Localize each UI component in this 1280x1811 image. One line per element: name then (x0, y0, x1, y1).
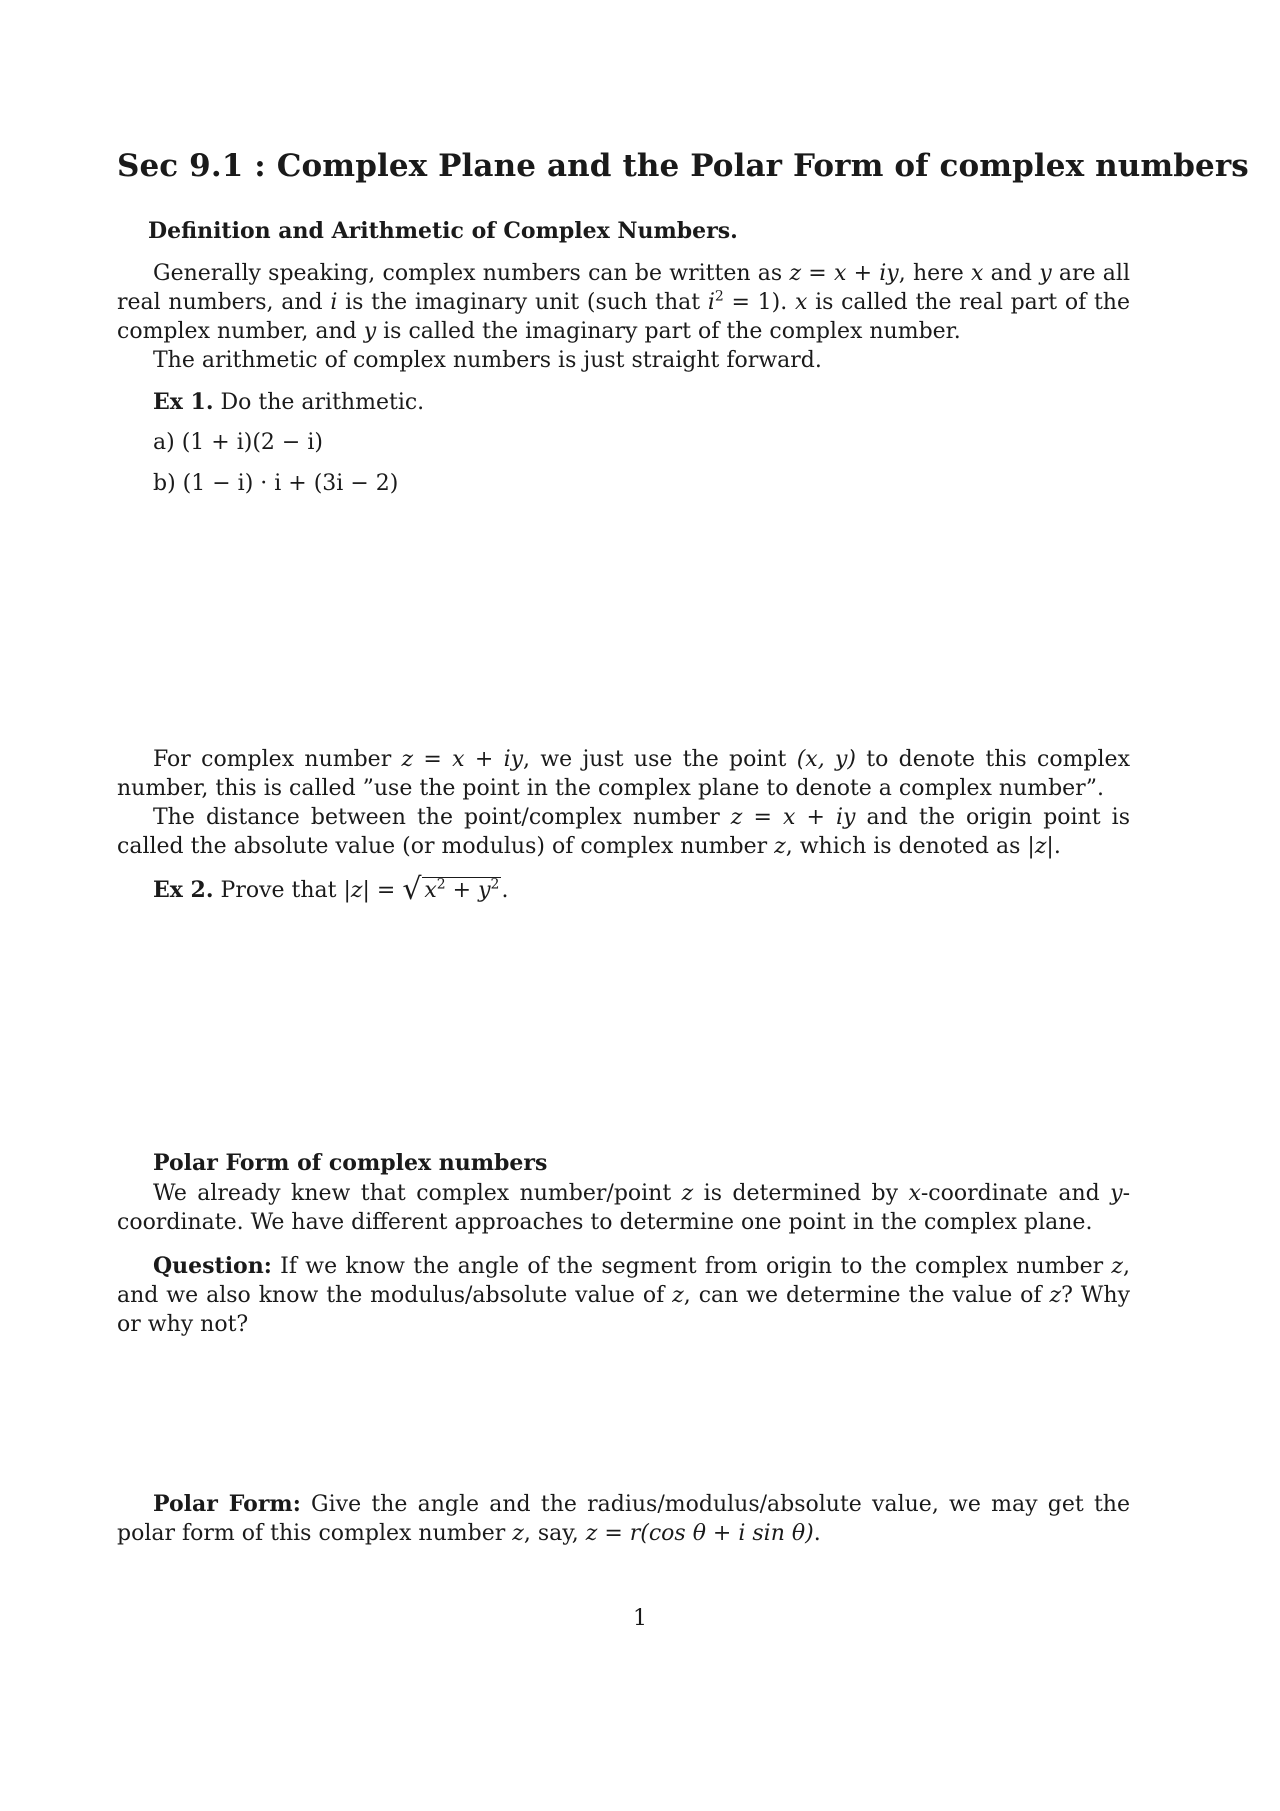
section-heading-definition: Definition and Arithmetic of Complex Numbers. (148, 218, 738, 244)
example-1-part-b: b) (1 − i) · i + (3i − 2) (153, 471, 399, 496)
square-root: √ $x^2 + y^2$ (402, 872, 500, 907)
page-title: Sec 9.1 : Complex Plane and the Polar Form of complex numbers (117, 148, 1249, 184)
page-number: 1 (633, 1606, 647, 1631)
example-1: Ex 1. Do the arithmetic. (153, 389, 425, 415)
paragraph-polar-form: Polar Form: Give the angle and the radius/modulus/absolute value, we may get the polar form of this complex number z, say, z = r(cos θ + i sin θ). (117, 1491, 1130, 1546)
example-1-part-a: a) (1 + i)(2 − i) (153, 430, 323, 455)
paragraph-polar-intro: We already knew that complex number/point z is determined by x-coordinate and y-coordinate. We have different approaches to determine one point in the complex plane. (117, 1181, 1131, 1235)
paragraph-complex-plane: For complex number z = x + iy, we just use the point (x, y) to denote this complex number, this is called ”use the point in the complex plane to denote a complex number”. The distance between the point/complex number z = x + iy and the origin point is called the absolute value (or modulus) of complex number z, which is denoted as |z|. (117, 747, 1130, 859)
paragraph-definition: Generally speaking, complex numbers can be written as z = x + iy, here x and y are all real numbers, and i is the imaginary unit (such that $i^2 = 1$). x is called the real part of the complex number, and y is called the imaginary part of the complex number. The arithmetic of complex numbers is just straight forward. (117, 261, 1130, 373)
example-2: Ex 2. Prove that |z| = √ $x^2 + y^2$. (153, 872, 509, 907)
section-heading-polar: Polar Form of complex numbers (153, 1150, 548, 1176)
paragraph-question: Question: If we know the angle of the segment from origin to the complex number z, and we also know the modulus/absolute value of z, can we determine the value of z? Why or why not? (117, 1253, 1130, 1337)
